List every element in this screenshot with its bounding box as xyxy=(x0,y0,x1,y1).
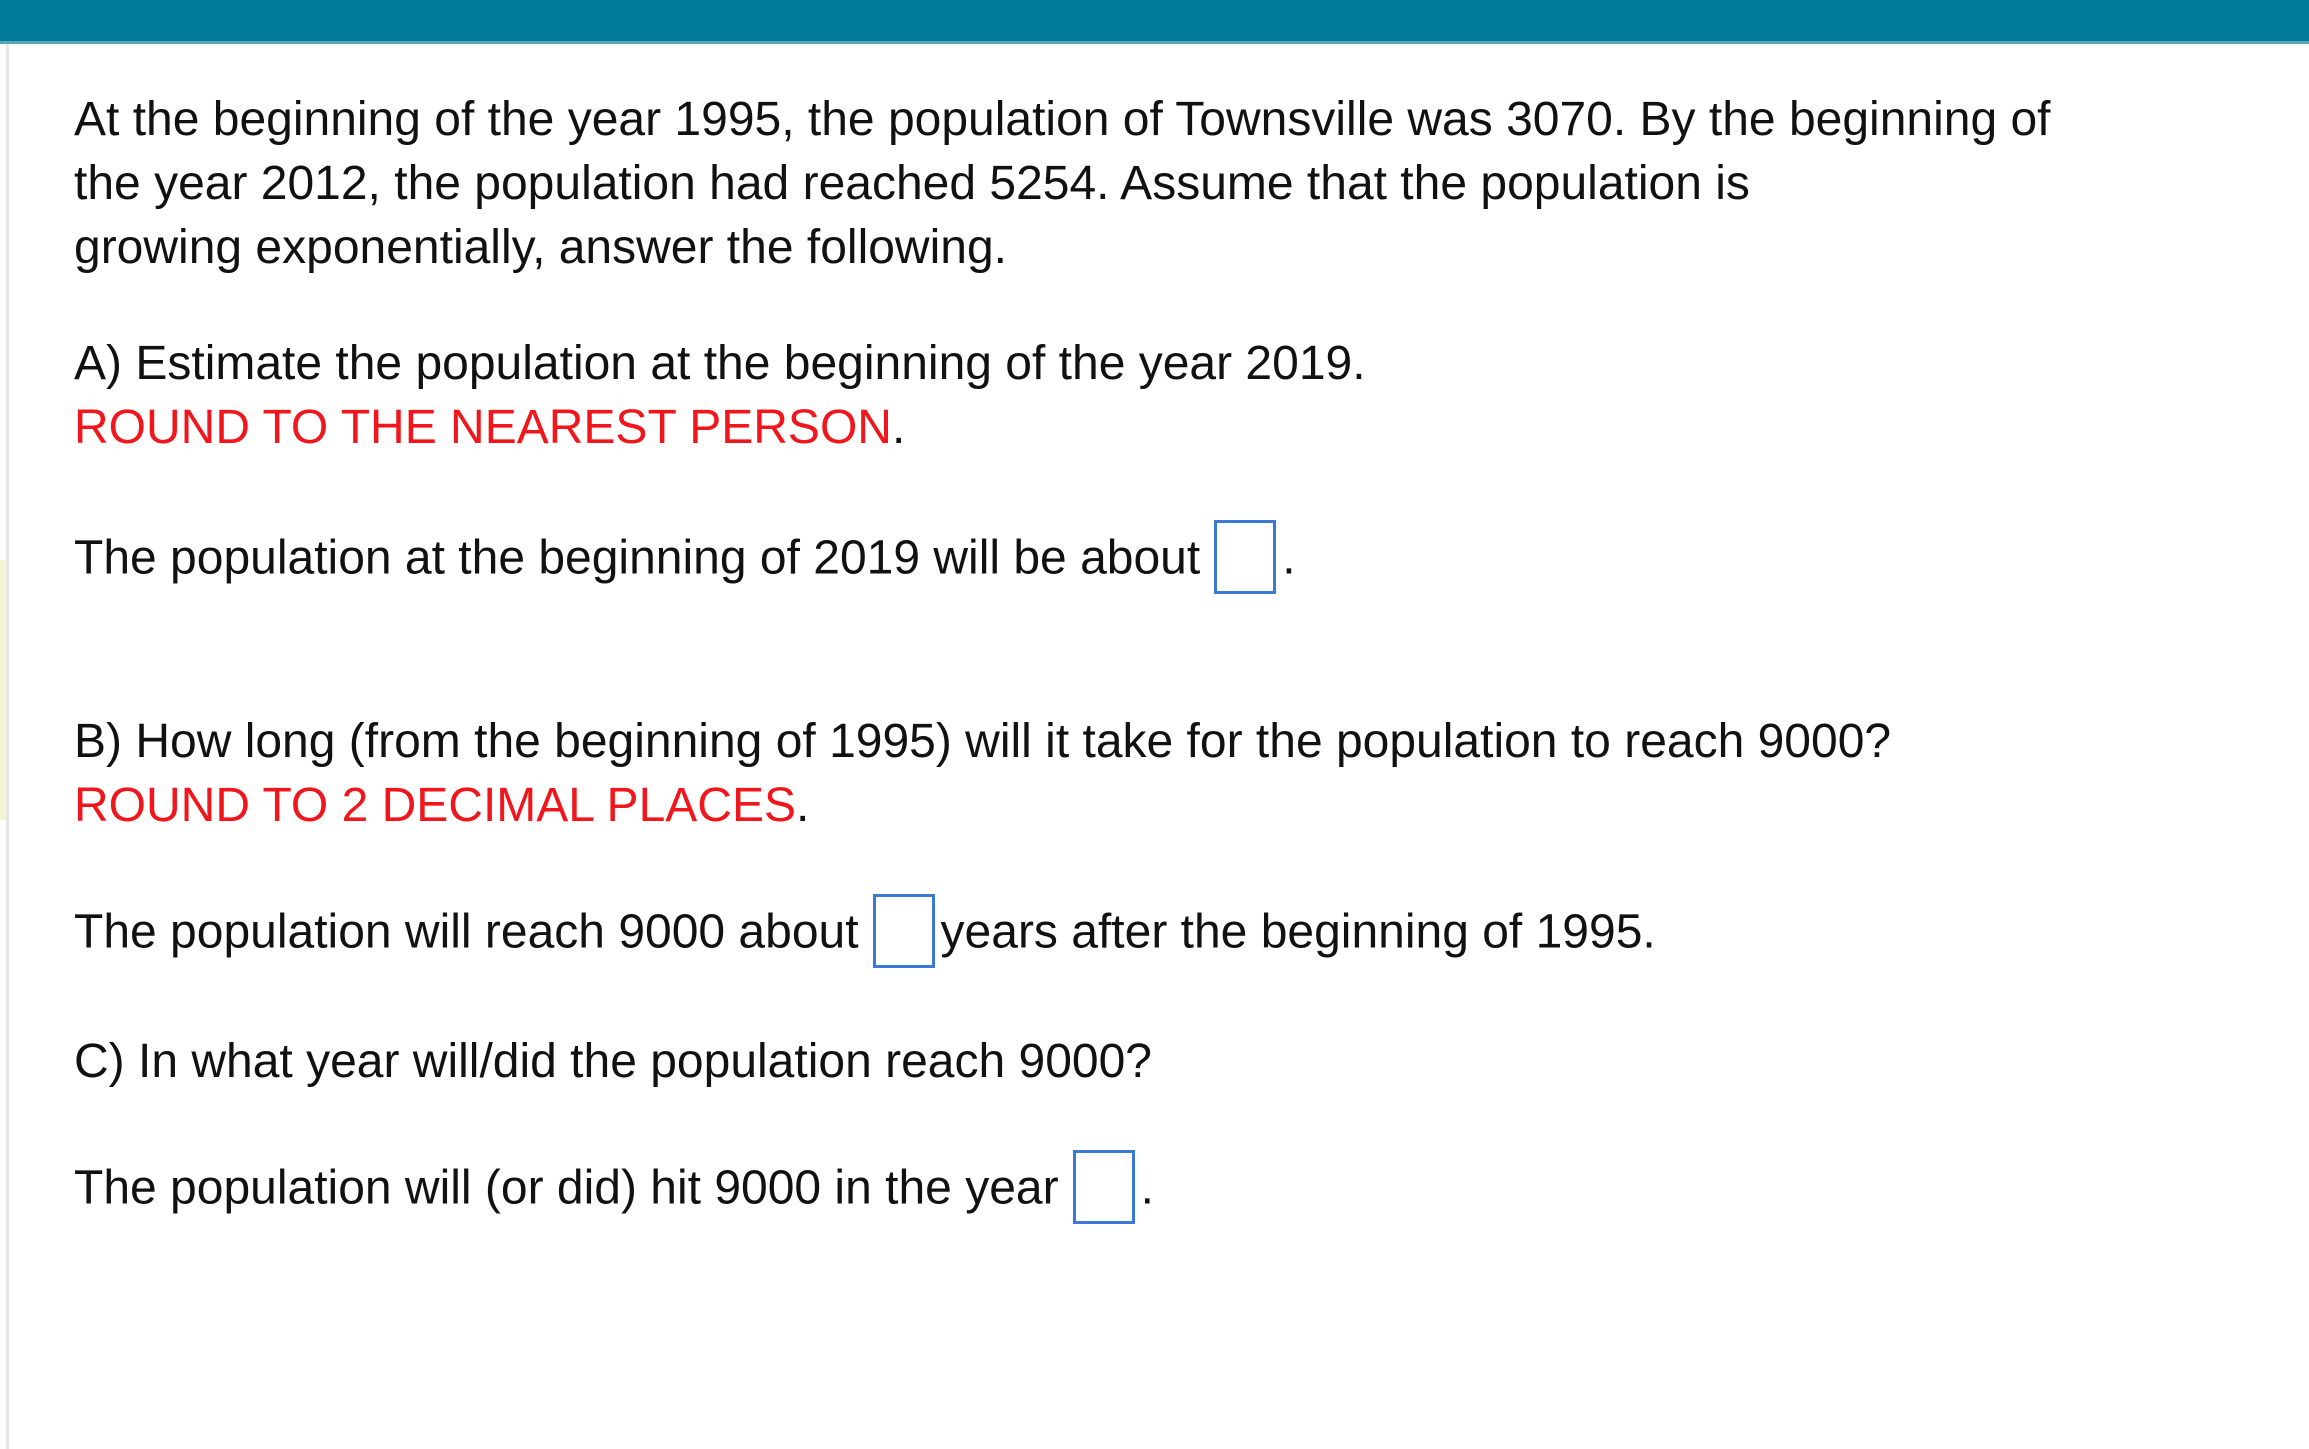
part-a-instruction-period: . xyxy=(891,401,906,454)
part-c-answer-prefix: The population will (or did) hit 9000 in the year xyxy=(74,1161,1059,1215)
problem-line-3: growing exponentially, answer the following. xyxy=(74,221,1007,274)
part-a-question: A) Estimate the population at the beginning of the year 2019. xyxy=(74,337,1366,390)
part-b-instruction-text: ROUND TO 2 DECIMAL PLACES xyxy=(74,779,796,832)
part-b-instruction xyxy=(74,774,809,838)
part-c-answer-row xyxy=(74,1154,1154,1228)
part-a-answer-row xyxy=(74,524,1296,598)
part-a-answer-prefix: The population at the beginning of 2019 will be about xyxy=(74,531,1201,585)
part-a-answer-suffix: . xyxy=(1282,531,1296,585)
part-b-question: B) How long (from the beginning of 1995) will it take for the population to reach 9000? xyxy=(74,715,1892,768)
problem-statement xyxy=(74,88,2254,280)
part-b-instruction-period: . xyxy=(795,779,810,832)
part-c-question: C) In what year will/did the population reach 9000? xyxy=(74,1035,1152,1088)
part-a-answer-input[interactable] xyxy=(1214,520,1276,594)
part-a-instruction xyxy=(74,396,905,460)
part-b-answer-input[interactable] xyxy=(873,894,935,968)
part-a-instruction-text: ROUND TO THE NEAREST PERSON xyxy=(74,401,892,454)
problem-line-1: At the beginning of the year 1995, the population of Townsville was 3070. By the beginning of xyxy=(74,93,2051,146)
part-b-answer-prefix: The population will reach 9000 about xyxy=(74,905,859,959)
part-b-answer-suffix: years after the beginning of 1995. xyxy=(940,905,1656,959)
problem-line-2: the year 2012, the population had reached 5254. Assume that the population is xyxy=(74,157,1750,210)
part-c-answer-input[interactable] xyxy=(1073,1150,1135,1224)
part-c-answer-suffix: . xyxy=(1140,1161,1154,1215)
left-accent-strip xyxy=(0,560,6,820)
part-b-answer-row xyxy=(74,898,1656,972)
top-header-bar xyxy=(0,0,2309,44)
left-border xyxy=(6,44,9,1449)
